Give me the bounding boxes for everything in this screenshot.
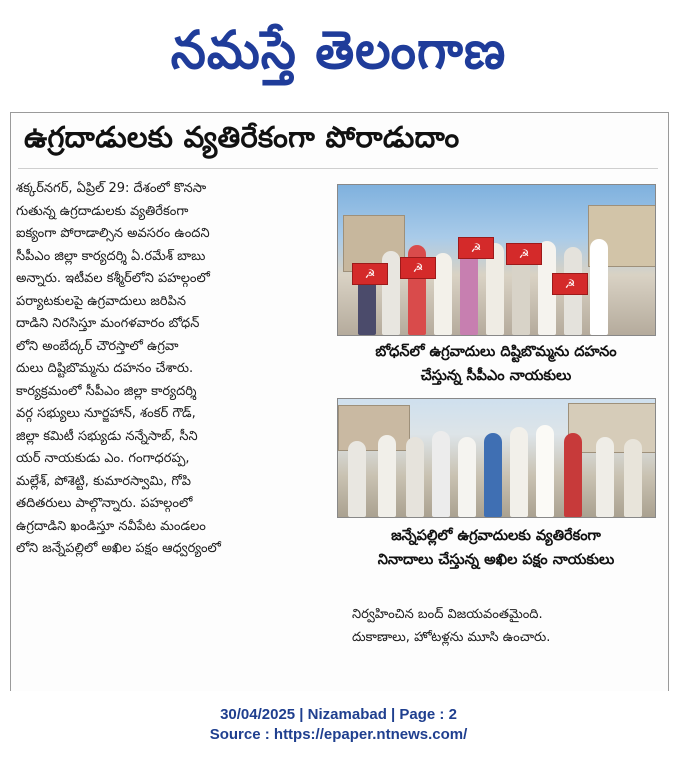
caption-line: జన్నేపల్లిలో ఉగ్రవాదులకు వ్యతిరేకంగా (391, 528, 601, 544)
body-line: తదితరులు పాల్గొన్నారు. పహల్గంలో (16, 496, 193, 511)
red-flag-icon: ☭ (506, 243, 542, 265)
person-figure (596, 437, 614, 517)
person-figure (378, 435, 396, 517)
source-footer (0, 705, 677, 745)
body-line: దులు దిష్టిబొమ్మను దహనం చేశారు. (16, 361, 194, 376)
person-figure (458, 437, 476, 517)
body-line: అన్నారు. ఇటీవల కశ్మీర్‌లోని పహల్గంలో (16, 271, 210, 286)
masthead (0, 0, 677, 100)
body-line: కార్యక్రమంలో సీపీఎం జిల్లా కార్యదర్శి (16, 383, 197, 399)
caption-line: బోధన్‌లో ఉగ్రవాదులు దిష్టిబొమ్మను దహనం (375, 344, 617, 360)
caption-line: చేస్తున్న సీపీఎం నాయకులు (420, 368, 572, 384)
footer-date-edition: 30/04/2025 | Nizamabad | Page : 2 (220, 706, 457, 723)
body-line: పర్యాటకులపై ఉగ్రవాదులు జరిపిన (16, 293, 186, 309)
red-flag-icon: ☭ (352, 263, 388, 285)
body-line: లోని అంబేద్కర్ చౌరస్తాలో ఉగ్రవా (16, 338, 179, 354)
person-figure (536, 425, 554, 517)
person-figure (510, 427, 528, 517)
article-body (16, 178, 328, 561)
footer-source-link[interactable]: Source : https://epaper.ntnews.com/ (209, 726, 468, 743)
article-continuation (352, 604, 652, 649)
body-line: వర్గ సభ్యులు నూర్జహాన్, శంకర్ గౌడ్, (16, 406, 196, 421)
person-figure (434, 253, 452, 335)
photo-bodhan-protest (337, 184, 656, 336)
person-figure (406, 437, 424, 517)
red-flag-icon: ☭ (400, 257, 436, 279)
photo2-caption (335, 524, 657, 572)
person-figure (624, 439, 642, 517)
headline-divider (18, 168, 658, 169)
person-figure (348, 441, 366, 517)
body-line: దాడిని నిరసిస్తూ మంగళవారం బోధన్ (16, 316, 200, 331)
person-figure (484, 433, 502, 517)
article-headline: ఉగ్రదాడులకు వ్యతిరేకంగా పోరాడుదాం (24, 120, 460, 154)
person-figure (590, 239, 608, 335)
red-flag-icon: ☭ (552, 273, 588, 295)
body-line: ఐక్యంగా పోరాడాల్సిన అవసరం ఉందని (16, 226, 210, 241)
person-figure (564, 433, 582, 517)
body-line: గుతున్న ఉగ్రదాడులకు వ్యతిరేకంగా (16, 203, 189, 219)
caption-line: నినాదాలు చేస్తున్న అఖిల పక్షం నాయకులు (377, 552, 615, 568)
photo-jannepalli-protest (337, 398, 656, 518)
body-line: లోని జన్నేపల్లిలో అఖిల పక్షం ఆధ్వర్యంలో (16, 541, 221, 556)
body-line: సీపీఎం జిల్లా కార్యదర్శి ఏ.రమేశ్ బాబు (16, 248, 206, 264)
newspaper-logo: నమస్తే తెలంగాణ (170, 19, 507, 81)
red-flag-icon: ☭ (458, 237, 494, 259)
body-line: శక్కర్‌నగర్, ఏప్రిల్ 29: దేశంలో కొనసా (16, 181, 207, 196)
body-line: యర్ నాయకుడు ఎం. గంగాధరప్ప, (16, 451, 190, 466)
body-line: నిర్వహించిన బంద్ విజయవంతమైంది. (352, 607, 543, 622)
body-line: ఉగ్రదాడిని ఖండిస్తూ నవీపేట మండలం (16, 518, 206, 534)
body-line: దుకాణాలు, హోటళ్లను మూసి ఉంచారు. (352, 629, 551, 645)
person-figure (460, 247, 478, 335)
body-line: జిల్లా కమిటీ సభ్యుడు నన్నేసాబ్, సీని (16, 428, 198, 444)
photo1-caption (335, 340, 657, 388)
body-line: మల్లేశ్, పోశెట్టి, కుమారస్వామి, గోపి (16, 473, 191, 489)
person-figure (432, 431, 450, 517)
